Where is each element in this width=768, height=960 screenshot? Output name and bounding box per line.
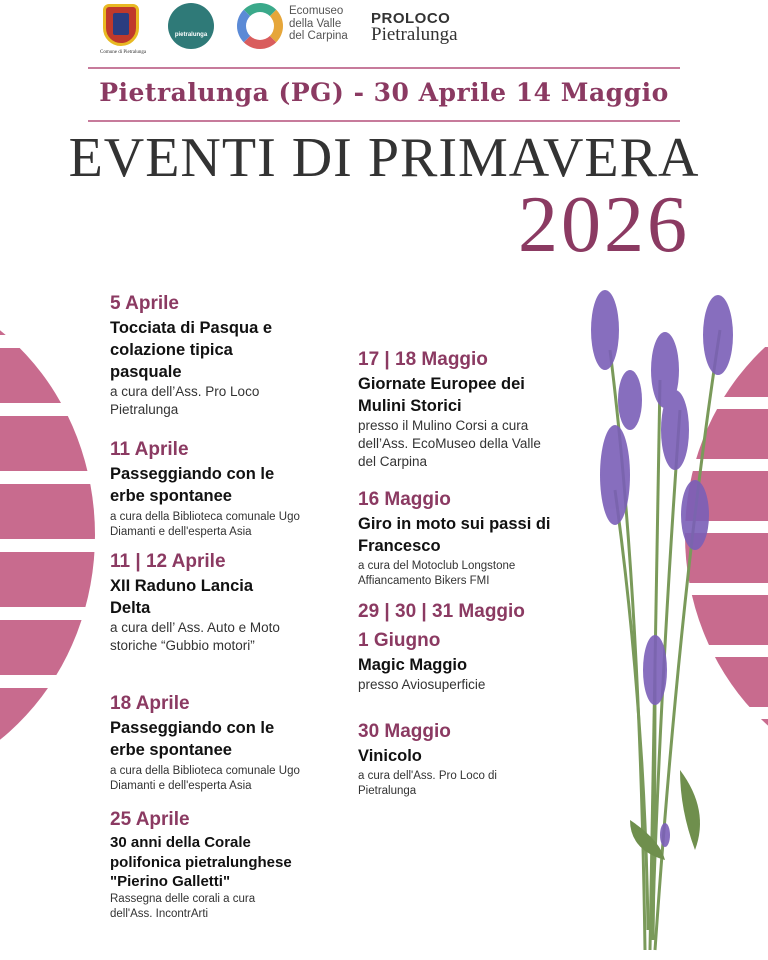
bottom-divider [88,120,680,122]
event-name: Giornate Europee dei Mulini Storici [358,375,525,415]
left-striped-semicircle [0,280,100,800]
event-item [110,807,320,922]
event-desc: a cura della Biblioteca comunale Ugo Diamanti e dell'esperta Asia [110,765,300,792]
proloco-logo-line1: PROLOCO [371,10,451,27]
event-item [110,437,310,540]
year: 2026 [518,181,690,269]
proloco-logo-line2: Pietralunga [371,24,458,45]
event-date: 11 Aprile [110,439,189,460]
event-item [358,347,558,471]
location-dates-heading: Pietralunga (PG) - 30 Aprile 14 Maggio [99,78,669,107]
event-desc: a cura dell'Ass. Pro Loco di Pietralunga [358,770,497,797]
event-date: 16 Maggio [358,489,451,510]
event-name: Magic Maggio [358,656,468,674]
event-date: 17 | 18 Maggio [358,349,488,370]
event-date: 30 Maggio [358,721,451,742]
comune-logo [100,4,147,55]
event-desc: a cura dell’Ass. Pro Loco Pietralunga [110,384,260,417]
event-name: Vinicolo [358,747,422,765]
event-date: 5 Aprile [110,293,179,314]
event-name: Passeggiando con le erbe spontanee [110,465,275,505]
lavender-illustration [570,290,760,960]
event-desc: Rassegna delle corali a cura dell'Ass. IncontrArti [110,892,256,920]
event-item [110,549,290,655]
comune-logo-text: Comune di Pietralunga [100,50,147,55]
event-date: 18 Aprile [110,693,190,714]
event-item [110,291,285,419]
event-name: Tocciata di Pasqua e colazione tipica pasquale [110,319,273,381]
event-item [358,599,568,694]
event-date: 25 Aprile [110,809,190,830]
event-date: 29 | 30 | 31 Maggio [358,601,525,622]
event-name: Giro in moto sui passi di Francesco [358,515,551,555]
event-date: 11 | 12 Aprile [110,551,226,572]
event-name: Passeggiando con le erbe spontanee [110,719,275,759]
ecomuseo-logo-text: Ecomuseo della Valle del Carpina [289,5,348,42]
event-desc: a cura del Motoclub Longstone Affiancamento Bikers FMI [358,560,516,587]
event-name: 30 anni della Corale polifonica pietralunghese "Pierino Galletti" [110,834,292,890]
top-divider [88,67,680,69]
event-name: XII Raduno Lancia Delta [110,577,254,617]
event-date-2: 1 Giugno [358,630,441,651]
event-item [358,719,538,799]
event-desc: presso Aviosuperficie [358,677,486,692]
event-desc: a cura dell’ Ass. Auto e Moto storiche “Gubbio motori” [110,620,280,653]
event-item [358,487,568,589]
event-desc: a cura della Biblioteca comunale Ugo Diamanti e dell'esperta Asia [110,511,300,538]
event-item [110,691,310,794]
pietralunga-logo: pietralunga [168,3,214,49]
ecomuseo-logo-icon [237,3,283,49]
page-title: EVENTI DI PRIMAVERA [68,127,700,189]
event-desc: presso il Mulino Corsi a cura dell’Ass. EcoMuseo della Valle del Carpina [358,418,541,469]
